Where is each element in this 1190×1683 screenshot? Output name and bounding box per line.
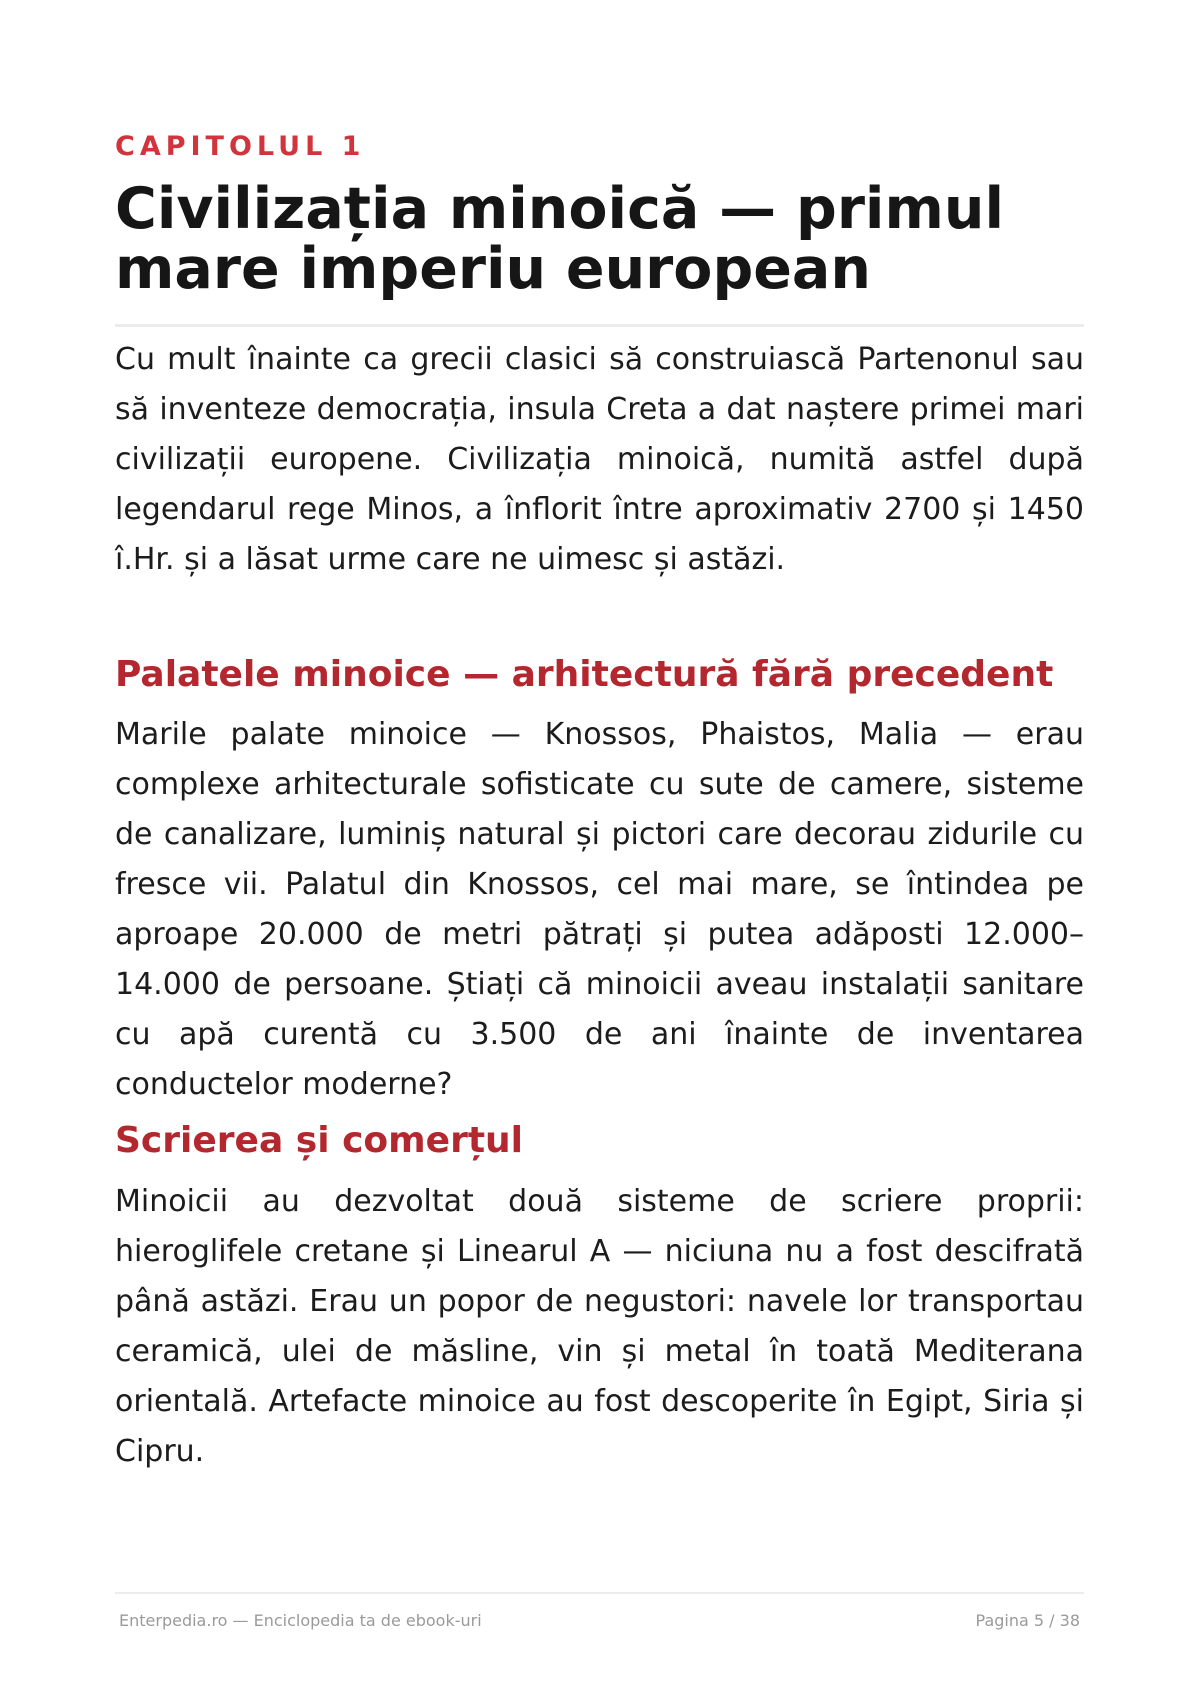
footer-site-name: Enterpedia.ro — Enciclopedia ta de ebook-uri: [119, 1611, 482, 1630]
intro-paragraph: Cu mult înainte ca grecii clasici să construiască Partenonul sau să inventeze democrația, insula Creta a dat naștere primei mari civilizații europene. Civilizația minoică, numită astfel după legendarul rege Minos, a înflorit între aproximativ 2700 și 1450 î.Hr. și a lăsat urme care ne uimesc și astăzi.: [115, 342, 1084, 577]
section-heading-palaces: Palatele minoice — arhitectură fără precedent: [115, 654, 1054, 695]
footer-page-number: Pagina 5 / 38: [975, 1611, 1080, 1630]
section-heading-writing: Scrierea și comerțul: [115, 1120, 524, 1161]
page-title: Civilizația minoică — primul mare imperiu european: [115, 176, 1004, 302]
footer-divider: [115, 1592, 1084, 1594]
section-paragraph-writing: Minoicii au dezvoltat două sisteme de scriere proprii: hieroglifele cretane și Linearul A — niciuna nu a fost descifrată până astăzi. Erau un popor de negustori: navele lor transportau ceramică, ulei de măsline, vin și metal în toată Mediterana orientală. Artefacte minoice au fost descoperite în Egipt, Siria și Cipru.: [115, 1184, 1084, 1469]
chapter-label: CAPITOLUL 1: [115, 131, 366, 162]
title-divider: [115, 324, 1084, 327]
section-paragraph-palaces: Marile palate minoice — Knossos, Phaistos, Malia — erau complexe arhitecturale sofisticate cu sute de camere, sisteme de canalizare, luminiș natural și pictori care decorau zidurile cu fresce vii. Palatul din Knossos, cel mai mare, se întindea pe aproape 20.000 de metri pătrați și putea adăposti 12.000–14.000 de persoane. Știați că minoicii aveau instalații sanitare cu apă curentă cu 3.500 de ani înainte de inventarea conductelor moderne?: [115, 717, 1084, 1102]
